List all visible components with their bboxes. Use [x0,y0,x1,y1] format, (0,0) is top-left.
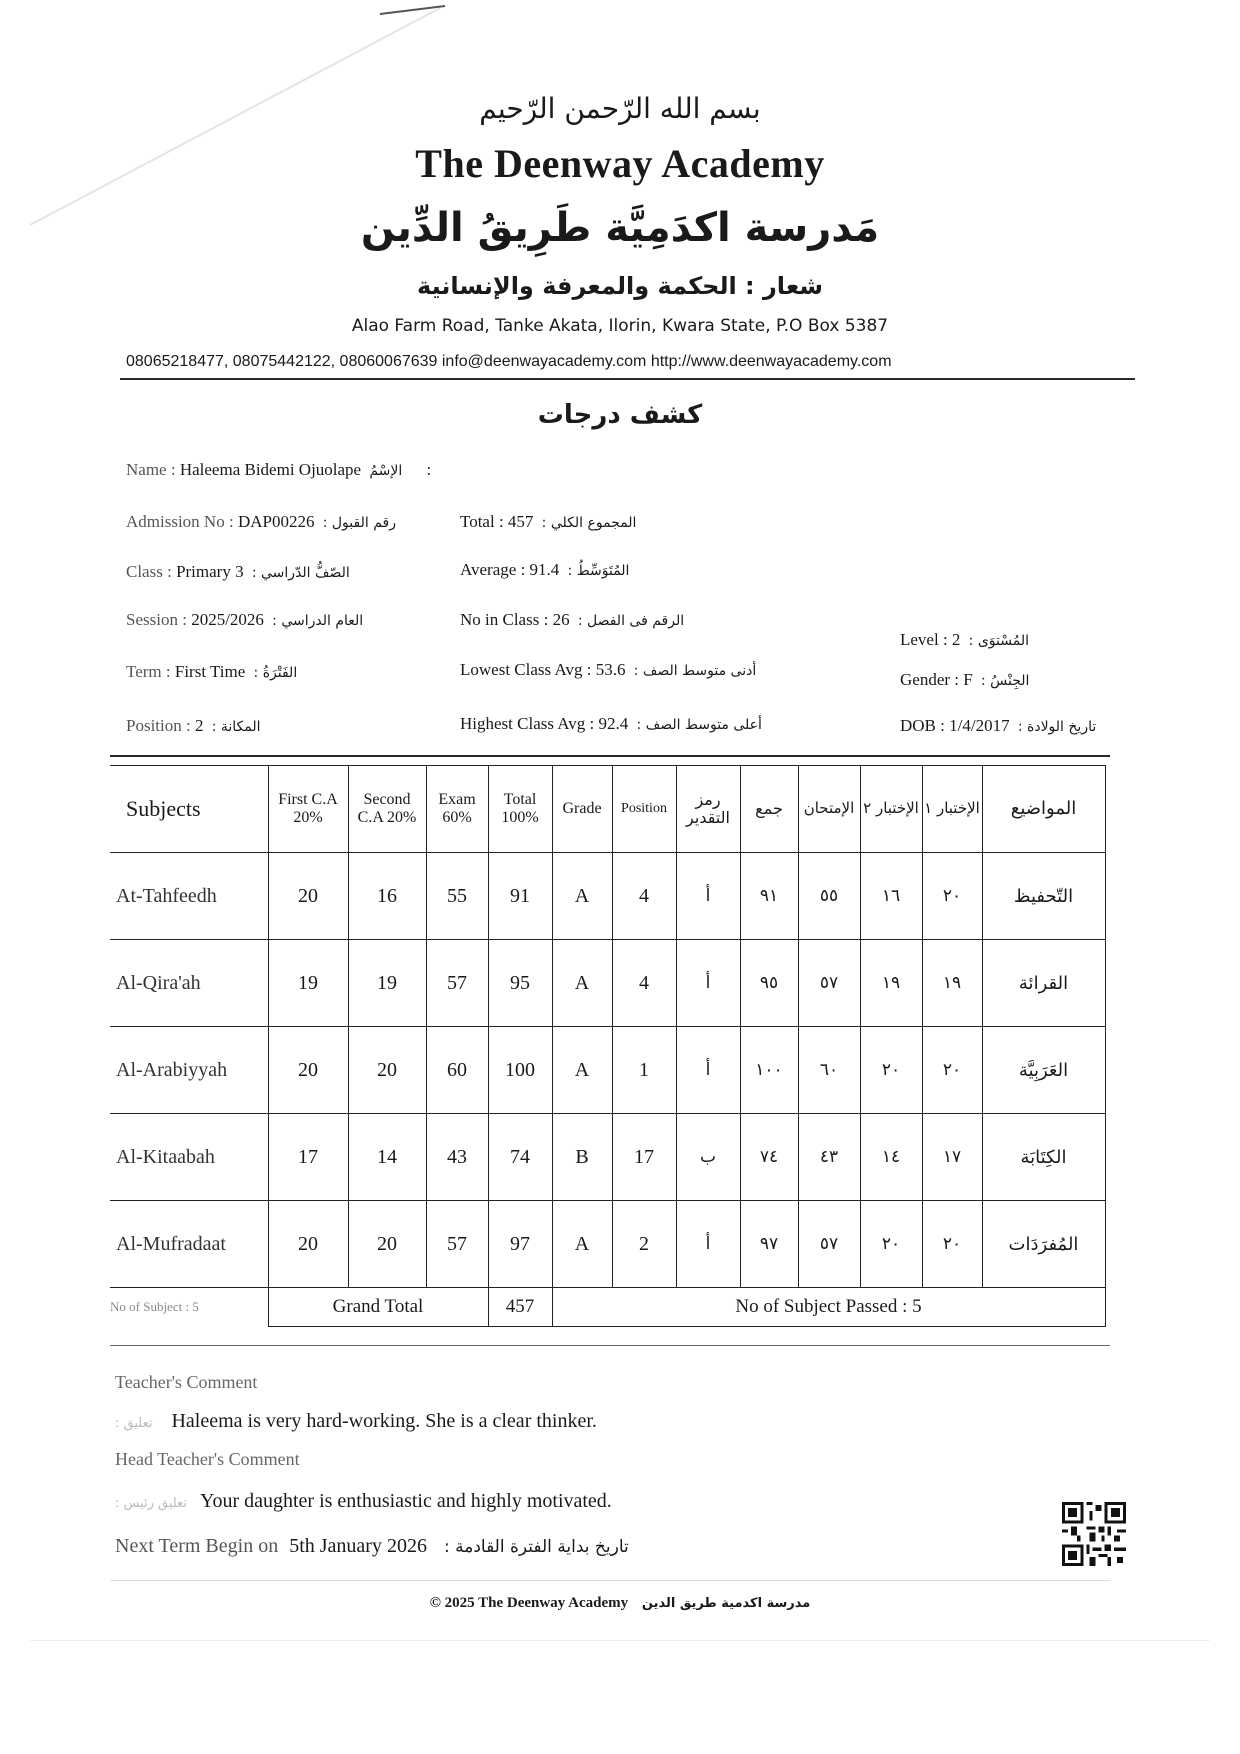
dob-label: DOB : [900,716,950,735]
col-subjects: Subjects [110,766,268,853]
no-in-class-value: 26 [552,610,570,629]
total-row [460,512,640,532]
test1-score-arabic: ١٩ [922,940,982,1027]
col-grade-arabic: رمز التقدير [676,766,740,853]
highest-avg-row [460,714,766,734]
total-label: Total : [460,512,508,531]
school-address: Alao Farm Road, Tanke Akata, Ilorin, Kwara State, P.O Box 5387 [351,316,889,336]
school-name: The Deenway Academy [415,141,825,186]
subject-name: Al-Mufradaat [110,1201,268,1288]
highest-avg-label-arabic: : أعلى متوسط الصف [636,717,762,733]
grade-arabic: أ [676,1027,740,1114]
exam-score: 60 [426,1027,488,1114]
col-grade: Grade [552,766,612,853]
table-row [110,1027,1105,1114]
col-exam: Exam 60% [426,766,488,853]
col-test2-arabic: الإختبار ٢ [860,766,922,853]
col-total-arabic: جمع [740,766,798,853]
test1-score-arabic: ٢٠ [922,853,982,940]
test1-score-arabic: ١٧ [922,1114,982,1201]
position-row [126,716,265,736]
grade: A [552,1201,612,1288]
position-value: 2 [194,716,204,735]
term-label: Term : [126,662,175,681]
next-term-label: Next Term Begin on [115,1535,279,1557]
subject-position: 1 [612,1027,676,1114]
test2-score-arabic: ٢٠ [860,1027,922,1114]
subject-name-arabic: الكِتَابَة [982,1114,1105,1201]
next-term-date: 5th January 2026 [289,1535,427,1557]
second-ca-score: 16 [348,853,426,940]
total-score: 97 [488,1201,552,1288]
session-label-arabic: : العام الدراسي [272,613,364,629]
test1-score-arabic: ٢٠ [922,1201,982,1288]
head-teacher-comment-text: Your daughter is enthusiastic and highly motivated. [200,1490,612,1512]
average-value: 91.4 [529,560,560,579]
class-value: Primary 3 [176,562,244,581]
test1-score-arabic: ٢٠ [922,1027,982,1114]
exam-score-arabic: ٦٠ [798,1027,860,1114]
table-row [110,853,1105,940]
test2-score-arabic: ١٦ [860,853,922,940]
dob-value: 1/4/2017 [949,716,1010,735]
grade: A [552,940,612,1027]
term-label-arabic: : الفَتْرَةُ [253,665,298,681]
next-term-label-arabic: تاريخ بداية الفترة القادمة : [443,1537,629,1557]
footer-divider [110,1580,1110,1581]
header-divider [120,378,1135,380]
head-teacher-comment-label-arabic: تعليق رئيس : [115,1496,187,1511]
subject-position: 2 [612,1201,676,1288]
dob-label-arabic: : تاريخ الولادة [1017,719,1097,735]
subject-name-arabic: العَرَبِيَّة [982,1027,1105,1114]
grand-total-label: Grand Total [268,1288,488,1327]
term-value: First Time [174,662,246,681]
copyright-footer [0,1595,1240,1612]
no-in-class-row [460,610,688,630]
grade: A [552,1027,612,1114]
level-label-arabic: : المُسْتوَى [968,633,1029,649]
table-summary-row [110,1288,1105,1327]
grand-total-value: 457 [488,1288,552,1327]
total-score: 74 [488,1114,552,1201]
student-name: Haleema Bidemi Ojuolape [179,460,362,479]
average-label-arabic: : المُتَوَسِّطُ [567,563,630,579]
grade-arabic: أ [676,1201,740,1288]
subject-name-arabic: المُفرَدَات [982,1201,1105,1288]
grade: B [552,1114,612,1201]
total-score-arabic: ٧٤ [740,1114,798,1201]
grade-arabic: ب [676,1114,740,1201]
total-score-arabic: ٩٥ [740,940,798,1027]
subjects-passed: No of Subject Passed : 5 [552,1288,1105,1327]
teacher-comment-label: Teacher's Comment [115,1372,258,1392]
admission-number: DAP00226 [237,512,315,531]
first-ca-score: 20 [268,853,348,940]
term-row [126,662,301,682]
admission-label-arabic: : رقم القبول [322,515,396,531]
second-ca-score: 20 [348,1027,426,1114]
next-term-row [115,1535,629,1558]
dob-row [900,716,1100,736]
col-subjects-arabic: المواضيع [982,766,1105,853]
name-separator: : [426,460,432,479]
table-row [110,940,1105,1027]
school-name-arabic: مَدرسة اكدَمِيَّة طَرِيقُ الدِّين [360,205,880,251]
col-test1-arabic: الإختبار ١ [922,766,982,853]
subject-count: No of Subject : 5 [110,1299,199,1315]
lowest-avg-label-arabic: : أدنى متوسط الصف [633,663,757,679]
test2-score-arabic: ٢٠ [860,1201,922,1288]
name-label: Name : [126,460,176,479]
total-score-arabic: ٩١ [740,853,798,940]
copyright-text-arabic: مدرسة اكدمية طريق الدين [641,1596,811,1611]
teacher-comment-row [115,1410,597,1433]
info-divider [110,755,1110,757]
first-ca-score: 17 [268,1114,348,1201]
no-in-class-label-arabic: : الرقم فى الفصل [577,613,685,629]
gender-label-arabic: : الجِنْسُ [980,673,1030,689]
grade-arabic: أ [676,853,740,940]
teacher-comment-label-arabic: تعليق : [115,1416,153,1431]
col-position: Position [612,766,676,853]
table-header-row [110,766,1105,853]
subject-name: Al-Kitaabah [110,1114,268,1201]
grade: A [552,853,612,940]
first-ca-score: 19 [268,940,348,1027]
teacher-comment-text: Haleema is very hard-working. She is a clear thinker. [171,1410,597,1432]
gender-value: F [963,670,973,689]
col-first-ca: First C.A 20% [268,766,348,853]
qr-code-icon [1062,1502,1126,1566]
lowest-avg-row [460,660,760,680]
total-score: 95 [488,940,552,1027]
subject-name: At-Tahfeedh [110,853,268,940]
session-value: 2025/2026 [191,610,264,629]
total-score: 91 [488,853,552,940]
exam-score-arabic: ٥٧ [798,1201,860,1288]
report-title: كشف درجات [537,400,703,430]
highest-avg-value: 92.4 [598,714,629,733]
col-second-ca: Second C.A 20% [348,766,426,853]
level-label: Level : [900,630,952,649]
total-value: 457 [507,512,534,531]
exam-score-arabic: ٥٥ [798,853,860,940]
school-motto: شعار : الحكمة والمعرفة والإنسانية [417,272,823,300]
no-in-class-label: No in Class : [460,610,553,629]
admission-row [126,512,400,532]
gender-label: Gender : [900,670,964,689]
subject-position: 4 [612,853,676,940]
table-row [110,1114,1105,1201]
exam-score: 43 [426,1114,488,1201]
average-row [460,560,633,580]
grade-arabic: أ [676,940,740,1027]
grades-table [110,765,1106,1327]
lowest-avg-value: 53.6 [595,660,626,679]
exam-score-arabic: ٤٣ [798,1114,860,1201]
position-label: Position : [126,716,195,735]
head-teacher-comment-label: Head Teacher's Comment [115,1449,300,1469]
test2-score-arabic: ١٩ [860,940,922,1027]
subject-name-arabic: القرائة [982,940,1105,1027]
second-ca-score: 20 [348,1201,426,1288]
exam-score: 57 [426,940,488,1027]
head-teacher-comment-row [115,1490,612,1513]
exam-score: 57 [426,1201,488,1288]
class-label-arabic: : الصّفُّ الدّراسي [251,565,350,581]
second-ca-score: 19 [348,940,426,1027]
subject-name-arabic: التّحفيظ [982,853,1105,940]
subject-position: 17 [612,1114,676,1201]
position-label-arabic: : المكانة [211,719,261,735]
test2-score-arabic: ١٤ [860,1114,922,1201]
first-ca-score: 20 [268,1201,348,1288]
school-contacts: 08065218477, 08075442122, 08060067639 info@deenwayacademy.com http://www.deenwayacademy.com [126,353,892,370]
subject-name: Al-Arabiyyah [110,1027,268,1114]
session-label: Session : [126,610,192,629]
name-label-arabic: الإسْمُ [369,463,403,479]
average-label: Average : [460,560,530,579]
second-ca-score: 14 [348,1114,426,1201]
exam-score-arabic: ٥٧ [798,940,860,1027]
total-score-arabic: ١٠٠ [740,1027,798,1114]
basmala: بسم الله الرّحمن الرّحيم [479,92,761,125]
total-label-arabic: : المجموع الكلي [541,515,637,531]
subject-position: 4 [612,940,676,1027]
table-row [110,1201,1105,1288]
total-score: 100 [488,1027,552,1114]
col-total: Total 100% [488,766,552,853]
total-score-arabic: ٩٧ [740,1201,798,1288]
highest-avg-label: Highest Class Avg : [460,714,599,733]
col-exam-arabic: الإمتحان [798,766,860,853]
class-label: Class : [126,562,177,581]
gender-row [900,670,1033,690]
level-row [900,630,1033,650]
page-edge-line [30,1640,1210,1641]
copyright-text: © 2025 The Deenway Academy [429,1595,629,1611]
lowest-avg-label: Lowest Class Avg : [460,660,596,679]
student-name-row [126,460,431,480]
session-row [126,610,367,630]
exam-score: 55 [426,853,488,940]
first-ca-score: 20 [268,1027,348,1114]
level-value: 2 [951,630,961,649]
admission-label: Admission No : [126,512,234,531]
table-bottom-divider [110,1345,1110,1346]
subject-name: Al-Qira'ah [110,940,268,1027]
class-row [126,562,354,582]
